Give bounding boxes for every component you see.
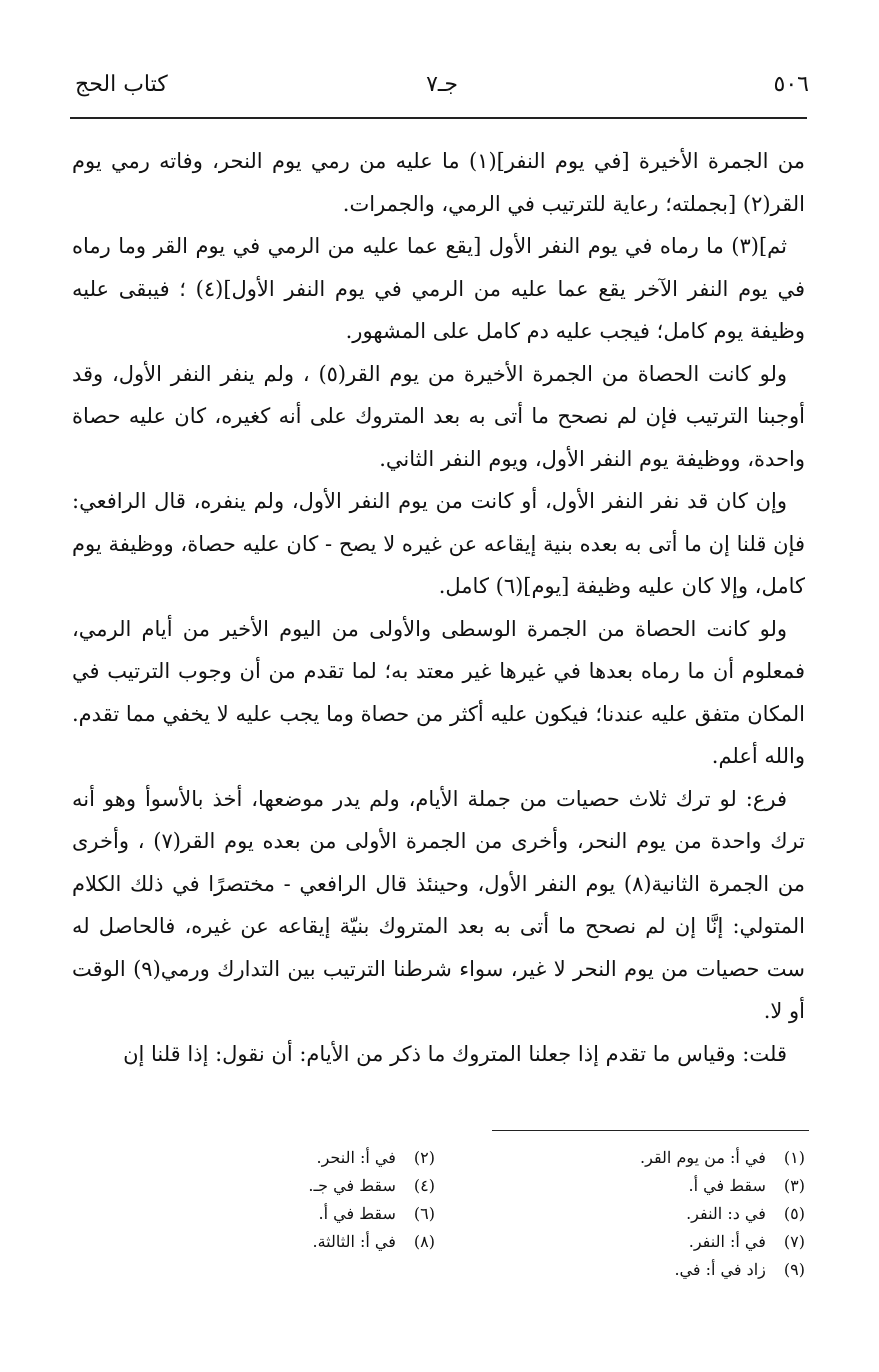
- paragraph: ثم](٣) ما رماه في يوم النفر الأول [يقع عما عليه من الرمي في يوم القر وما رماه في يوم النفر الآخر يقع عما عليه من الرمي في يوم النفر الأول](٤) ؛ فيبقى عليه وظيفة يوم كامل؛ فيجب عليه دم كامل على المشهور.: [72, 234, 806, 343]
- page-number: ٥٠٦: [773, 72, 809, 97]
- footnote-text: سقط في جـ.: [308, 1176, 396, 1195]
- paragraph: قلت: وقياس ما تقدم إذا جعلنا المتروك ما ذكر من الأيام: أن نقول: إذا قلنا إن: [123, 1041, 787, 1066]
- footnote-number: (٦): [413, 1204, 435, 1223]
- footnote-number: (٧): [783, 1232, 805, 1251]
- paragraph: ولو كانت الحصاة من الجمرة الأخيرة من يوم القر(٥) ، ولم ينفر النفر الأول، وقد أوجبنا الترتيب فإن لم نصحح ما أتى به بعد المتروك على أنه كغيره، كان عليه حصاة واحدة، ووظيفة يوم النفر الأول، ويوم النفر الثاني.: [72, 361, 805, 471]
- footnote-text: سقط في أ.: [318, 1204, 396, 1223]
- footnote: [435, 1228, 805, 1256]
- footnote-row: [65, 1256, 805, 1284]
- header-divider: [70, 117, 807, 119]
- footnote-number: (٣): [783, 1176, 805, 1195]
- footnote: [65, 1200, 435, 1228]
- footnote: [435, 1256, 805, 1284]
- footnote: [65, 1144, 435, 1172]
- footnote-number: (٤): [413, 1176, 435, 1195]
- footnote: [65, 1172, 435, 1200]
- paragraph: ولو كانت الحصاة من الجمرة الوسطى والأولى من اليوم الأخير من أيام الرمي، فمعلوم أن ما رماه بعدها في غيرها غير معتد به؛ لما تقدم من أن وجوب الترتيب في المكان متفق عليه عندنا؛ فيكون عليه أكثر من حصاة وما يجب عليه لا يخفي مما تقدم. والله أعلم.: [72, 616, 805, 768]
- page-header: [75, 72, 809, 112]
- main-text: [72, 140, 805, 1075]
- footnote: [435, 1144, 805, 1172]
- footnote-text: في أ: من يوم القر.: [640, 1148, 766, 1167]
- footnote-divider: [492, 1130, 809, 1131]
- footnote-number: (٢): [413, 1148, 435, 1167]
- footnote-text: في أ: النحر.: [316, 1148, 396, 1167]
- footnote-text: في أ: النفر.: [688, 1232, 766, 1251]
- paragraph: من الجمرة الأخيرة [في يوم النفر](١) ما عليه من رمي يوم النحر، وفاته رمي يوم القر(٢) [بجملته؛ رعاية للترتيب في الرمي، والجمرات.: [72, 149, 805, 216]
- footnote-number: (٩): [783, 1260, 805, 1279]
- footnote-text: في أ: الثالثة.: [312, 1232, 396, 1251]
- footnote-row: [65, 1144, 805, 1172]
- footnote: [435, 1172, 805, 1200]
- footnote-text: سقط في أ.: [688, 1176, 766, 1195]
- volume-label: جـ٧: [426, 72, 458, 97]
- paragraph: وإن كان قد نفر النفر الأول، أو كانت من يوم النفر الأول، ولم ينفره، قال الرافعي: فإن قلنا إن ما أتى به بعده بنية إيقاعه عن غيره لا يصح - كان عليه حصاة، ووظيفة يوم كامل، وإلا كان عليه وظيفة [يوم](٦) كامل.: [72, 489, 805, 598]
- footnote-number: (١): [783, 1148, 805, 1167]
- footnote-number: (٥): [783, 1204, 805, 1223]
- footnote-row: [65, 1228, 805, 1256]
- paragraph: فرع: لو ترك ثلاث حصيات من جملة الأيام، ولم يدر موضعها، أخذ بالأسوأ وهو أنه ترك واحدة من يوم النحر، وأخرى من الجمرة الأولى من بعده يوم القر(٧) ، وأخرى من الجمرة الثانية(٨) يوم النفر الأول، وحينئذ قال الرافعي - مختصرًا في ذلك الكلام المتولي: إنَّا إن لم نصحح ما أتى به بعد المتروك بنيّة إيقاعه عن غيره، فالحاصل له ست حصيات من يوم النحر لا غير، سواء شرطنا الترتيب بين التدارك ورمي(٩) الوقت أو لا.: [72, 786, 806, 1023]
- footnote: [65, 1228, 435, 1256]
- footnote: [435, 1200, 805, 1228]
- footnote-number: (٨): [413, 1232, 435, 1251]
- footnote-row: [65, 1200, 805, 1228]
- book-title: كتاب الحج: [75, 72, 168, 97]
- footnote-text: زاد في أ: في.: [674, 1260, 766, 1279]
- footnote-text: في د: النفر.: [686, 1204, 766, 1223]
- footnotes: [65, 1144, 805, 1284]
- footnote-row: [65, 1172, 805, 1200]
